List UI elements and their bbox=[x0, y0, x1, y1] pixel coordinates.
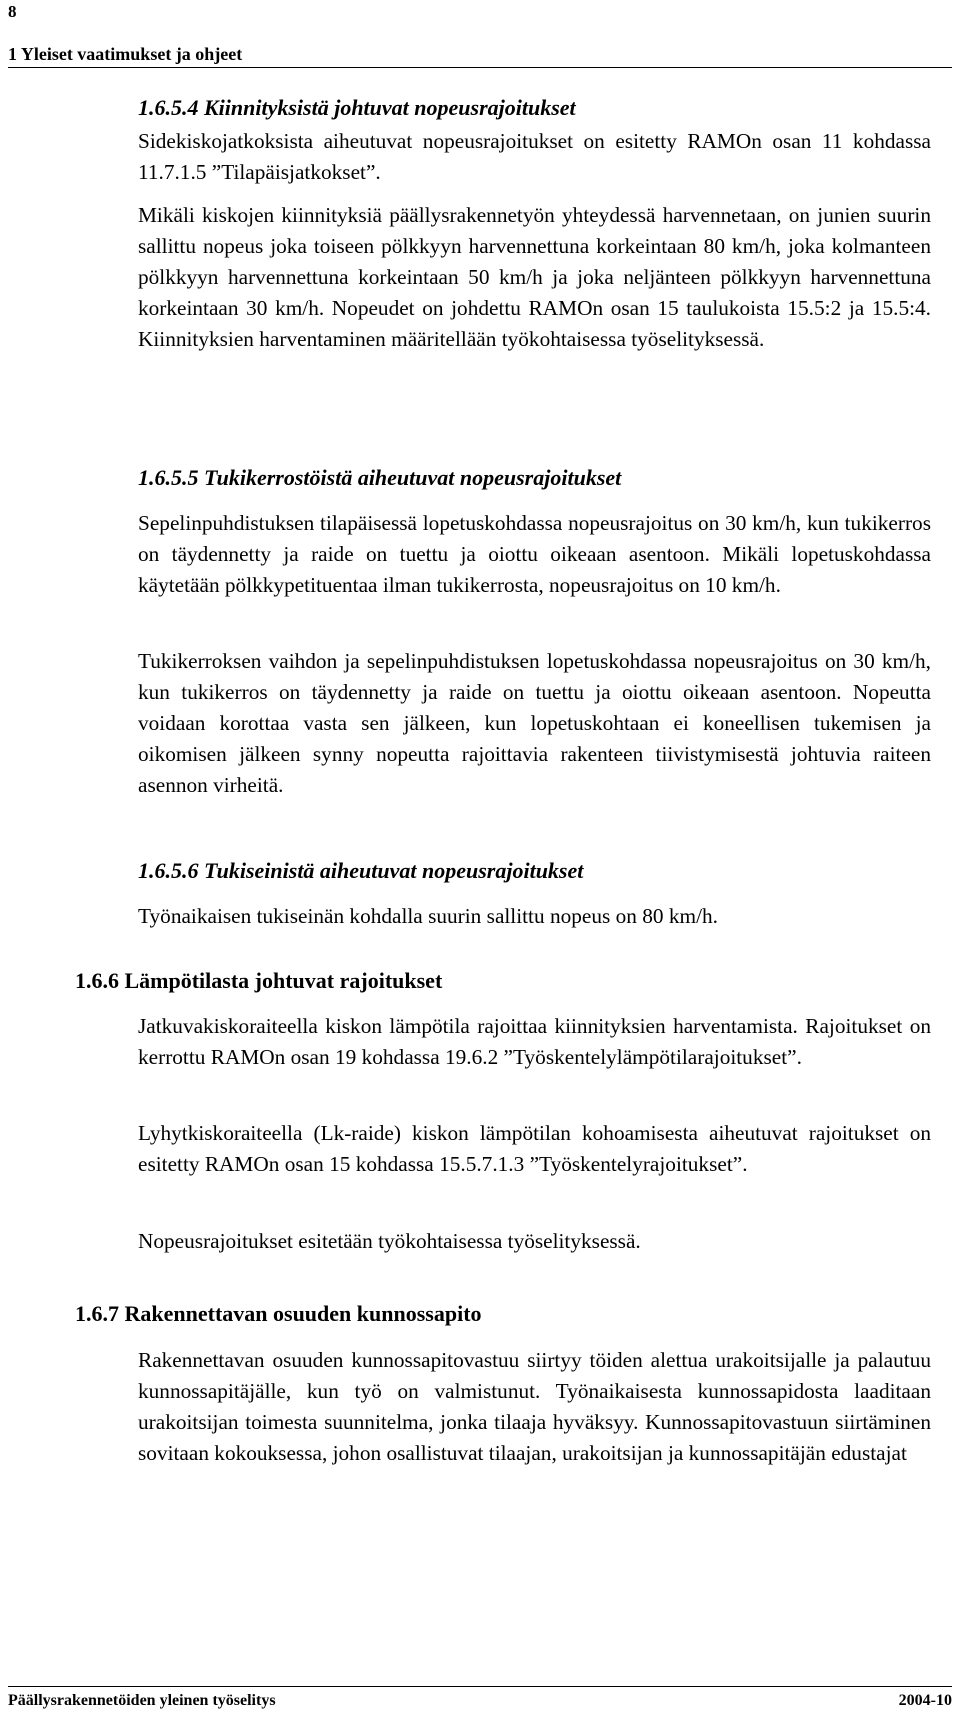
paragraph: Tukikerroksen vaihdon ja sepelinpuhdistuksen lopetuskohdassa nopeusrajoitus on 30 km/h, kun tukikerros on täydennetty ja raide on tuettu ja oiottu oikeaan asentoon. Nopeutta voidaan korottaa vasta sen jälkeen, kun lopetuskohtaan ei koneellisen tukemisen ja oikomisen jälkeen synny nopeutta rajoittavia rakenteen tiivistymisestä johtuvia raiteen asennon virheitä. bbox=[138, 649, 931, 797]
heading-1-6-5-4: 1.6.5.4 Kiinnityksistä johtuvat nopeusrajoitukset bbox=[138, 95, 576, 120]
heading-1-6-5-6: 1.6.5.6 Tukiseinistä aiheutuvat nopeusrajoitukset bbox=[138, 858, 584, 883]
heading-1-6-7: 1.6.7 Rakennettavan osuuden kunnossapito bbox=[75, 1301, 482, 1326]
paragraph: Sepelinpuhdistuksen tilapäisessä lopetuskohdassa nopeusrajoitus on 30 km/h, kun tukikerros on täydennetty ja raide on tuettu ja oiottu oikeaan asentoon. Mikäli lopetuskohdassa käytetään pölkkypetituentaa ilman tukikerrosta, nopeusrajoitus on 10 km/h. bbox=[138, 511, 931, 597]
paragraph: Työnaikaisen tukiseinän kohdalla suurin sallittu nopeus on 80 km/h. bbox=[138, 904, 718, 928]
chapter-header: 1 Yleiset vaatimukset ja ohjeet bbox=[8, 44, 952, 68]
heading-1-6-6: 1.6.6 Lämpötilasta johtuvat rajoitukset bbox=[75, 968, 443, 993]
paragraph: Jatkuvakiskoraiteella kiskon lämpötila rajoittaa kiinnityksien harventamista. Rajoitukset on kerrottu RAMOn osan 19 kohdassa 19.6.2 ”Työskentelylämpötilarajoitukset”. bbox=[138, 1014, 931, 1069]
heading-1-6-5-5: 1.6.5.5 Tukikerrostöistä aiheutuvat nopeusrajoitukset bbox=[138, 465, 622, 490]
paragraph: Sidekiskojatkoksista aiheutuvat nopeusrajoitukset on esitetty RAMOn osan 11 kohdassa 11.7.1.5 ”Tilapäisjatkokset”. bbox=[138, 129, 931, 184]
footer-title: Päällysrakennetöiden yleinen työselitys bbox=[8, 1692, 276, 1709]
paragraph: Lyhytkiskoraiteella (Lk-raide) kiskon lämpötilan kohoamisesta aiheutuvat rajoitukset on esitetty RAMOn osan 15 kohdassa 15.5.7.1.3 ”Työskentelyrajoitukset”. bbox=[138, 1121, 931, 1176]
footer-date: 2004-10 bbox=[898, 1692, 952, 1709]
page-footer bbox=[8, 1686, 952, 1709]
paragraph: Rakennettavan osuuden kunnossapitovastuu siirtyy töiden alettua urakoitsijalle ja palautuu kunnossapitäjälle, kun työ on valmistunut. Työnaikaisesta kunnossapidosta laaditaan urakoitsijan toimesta suunnitelma, jonka tilaaja hyväksyy. Kunnossapitovastuun siirtäminen sovitaan kokouksessa, johon osallistuvat tilaajan, urakoitsijan ja kunnossapitäjän edustajat bbox=[138, 1348, 931, 1465]
paragraph: Mikäli kiskojen kiinnityksiä päällysrakennetyön yhteydessä harvennetaan, on junien suurin sallittu nopeus joka toiseen pölkkyyn harvennettuna korkeintaan 80 km/h, joka kolmanteen pölkkyyn harvennettuna korkeintaan 50 km/h ja joka neljänteen pölkkyyn harvennettuna korkeintaan 30 km/h. Nopeudet on johdettu RAMOn osan 15 taulukoista 15.5:2 ja 15.5:4. Kiinnityksien harventaminen määritellään työkohtaisessa työselityksessä. bbox=[138, 203, 931, 351]
page-number: 8 bbox=[8, 2, 17, 21]
paragraph: Nopeusrajoitukset esitetään työkohtaisessa työselityksessä. bbox=[138, 1229, 641, 1253]
